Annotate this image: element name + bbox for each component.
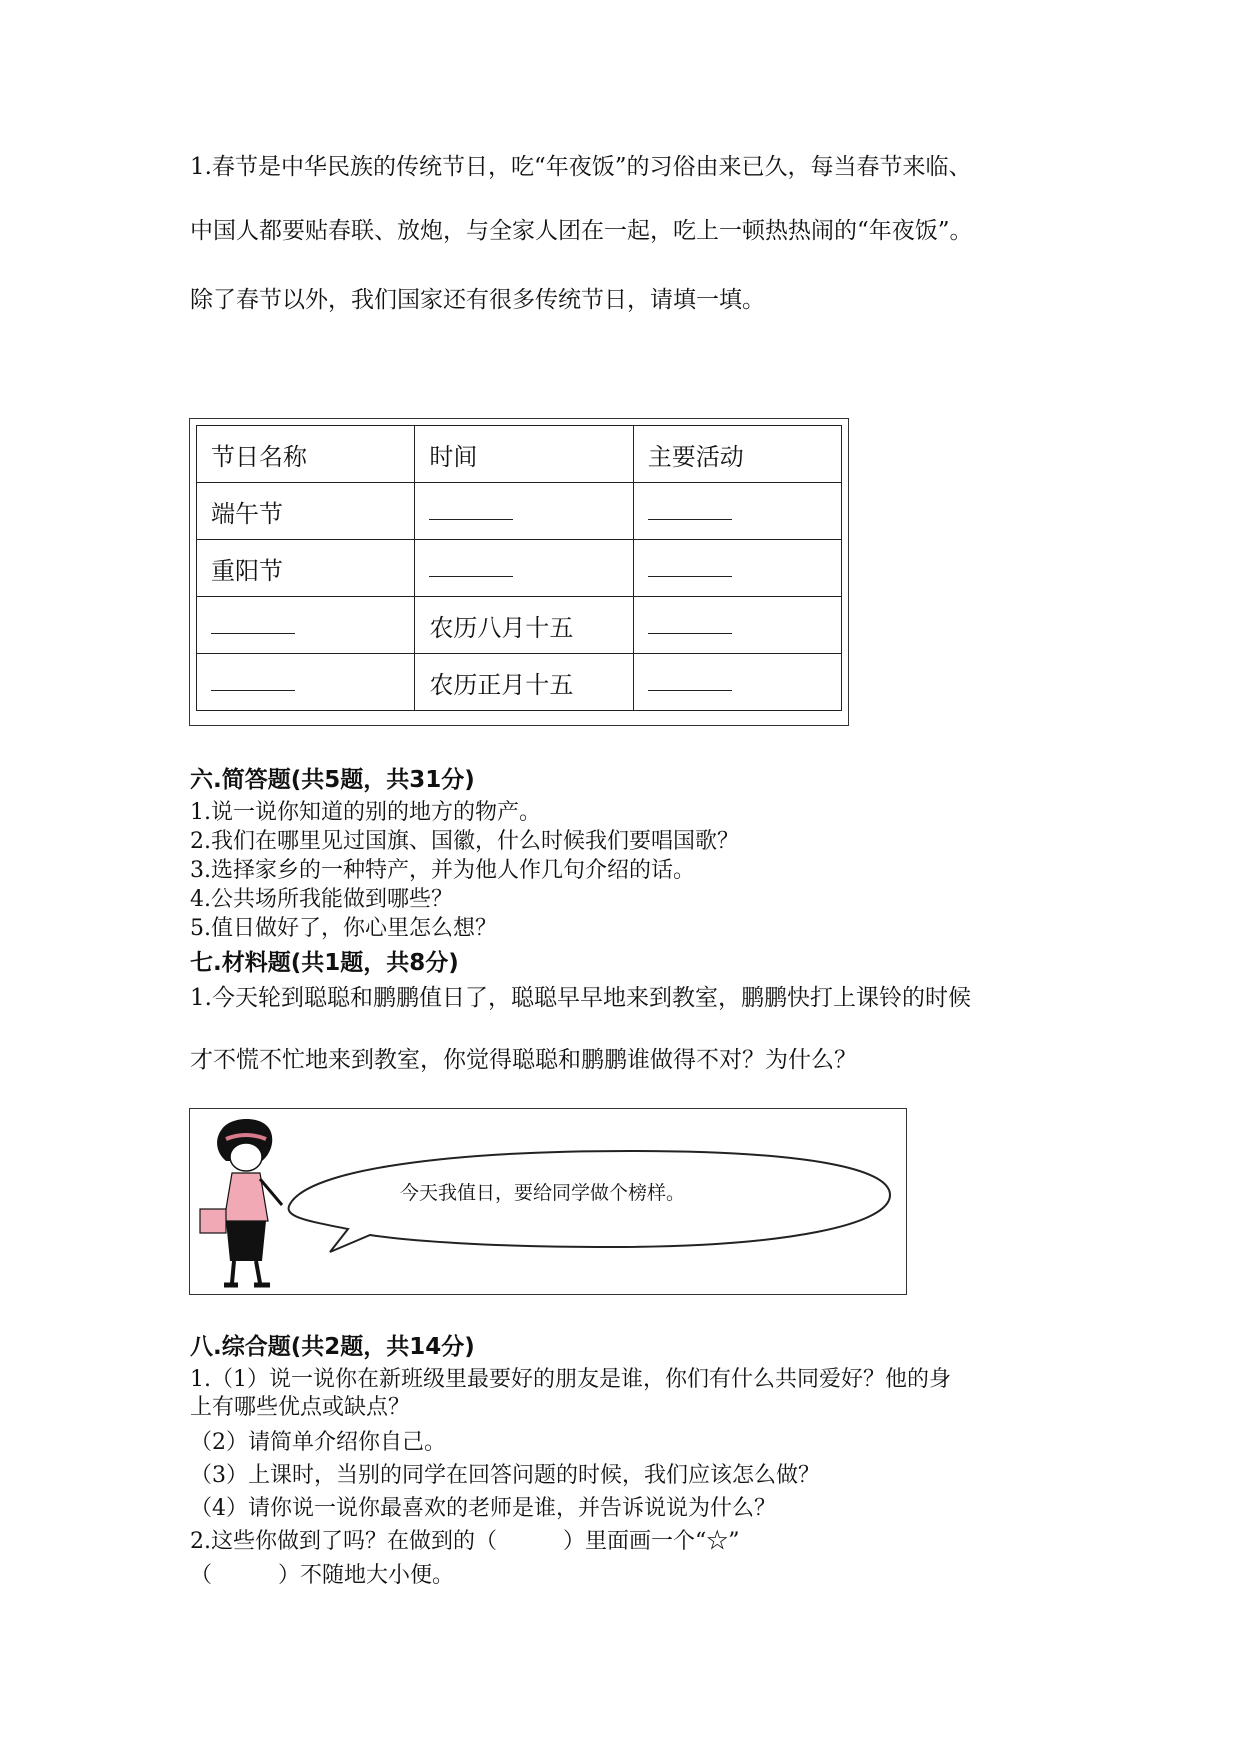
table-row: [197, 654, 842, 711]
s6-item-3: 3.选择家乡的一种特产，并为他人作几句介绍的话。: [190, 858, 695, 883]
bag-shape: [200, 1209, 226, 1233]
s8-line-2: 上有哪些优点或缺点？: [190, 1395, 411, 1420]
table-row: [197, 540, 842, 597]
cell-activity-blank[interactable]: [633, 540, 841, 597]
cell-activity-blank[interactable]: [633, 597, 841, 654]
cell-time-blank[interactable]: [415, 540, 633, 597]
festival-table: [196, 425, 842, 711]
table-header-row: [197, 426, 842, 483]
s6-item-5: 5.值日做好了，你心里怎么想？: [190, 916, 497, 941]
s6-item-2: 2.我们在哪里见过国旗、国徽，什么时候我们要唱国歌？: [190, 829, 739, 854]
fill-blank[interactable]: [429, 497, 513, 520]
s8-line-6: 2.这些你做到了吗？在做到的（ ）里面画一个“☆”: [190, 1529, 740, 1554]
legs-shape: [232, 1261, 260, 1283]
face-shape: [230, 1143, 262, 1171]
header-activity: 主要活动: [633, 426, 841, 483]
q5-line-3: 除了春节以外，我们国家还有很多传统节日，请填一填。: [190, 287, 765, 313]
s8-line-7: （ ）不随地大小便。: [190, 1563, 455, 1588]
s8-line-3: （2）请简单介绍你自己。: [190, 1430, 446, 1455]
cell-time: 农历正月十五: [415, 654, 633, 711]
cell-time-blank[interactable]: [415, 483, 633, 540]
q5-line-1: 1.春节是中华民族的传统节日，吃“年夜饭”的习俗由来已久，每当春节来临、: [190, 154, 972, 180]
cell-name-blank[interactable]: [197, 654, 415, 711]
s8-line-4: （3）上课时，当别的同学在回答问题的时候，我们应该怎么做？: [190, 1463, 820, 1488]
s6-item-1: 1.说一说你知道的别的地方的物产。: [190, 800, 541, 825]
fill-blank[interactable]: [429, 554, 513, 577]
section7-heading: 七.材料题(共1题，共8分): [190, 950, 459, 976]
cell-festival-name: 重阳节: [197, 540, 415, 597]
s6-item-4: 4.公共场所我能做到哪些？: [190, 887, 453, 912]
skirt-shape: [226, 1221, 266, 1261]
s8-line-1: 1.（1）说一说你在新班级里最要好的朋友是谁，你们有什么共同爱好？他的身: [190, 1367, 951, 1392]
fill-blank[interactable]: [211, 668, 295, 691]
fill-blank[interactable]: [211, 611, 295, 634]
table-row: [197, 597, 842, 654]
cell-festival-name: 端午节: [197, 483, 415, 540]
fill-blank[interactable]: [648, 497, 732, 520]
fill-blank[interactable]: [648, 554, 732, 577]
s7-line-2: 才不慌不忙地来到教室，你觉得聪聪和鹏鹏谁做得不对？为什么？: [190, 1047, 857, 1073]
cell-activity-blank[interactable]: [633, 654, 841, 711]
table-row: [197, 483, 842, 540]
header-time: 时间: [415, 426, 633, 483]
fill-blank[interactable]: [648, 611, 732, 634]
s7-line-1: 1.今天轮到聪聪和鹏鹏值日了，聪聪早早地来到教室，鹏鹏快打上课铃的时候: [190, 985, 971, 1011]
section8-heading: 八.综合题(共2题，共14分): [190, 1334, 475, 1360]
cell-name-blank[interactable]: [197, 597, 415, 654]
s8-line-5: （4）请你说一说你最喜欢的老师是谁，并告诉说说为什么？: [190, 1496, 776, 1521]
section6-heading: 六.简答题(共5题，共31分): [190, 767, 475, 793]
bubble-text: 今天我值日，要给同学做个榜样。: [400, 1182, 686, 1204]
header-festival-name: 节日名称: [197, 426, 415, 483]
q5-line-2: 中国人都要贴春联、放炮，与全家人团在一起，吃上一顿热热闹的“年夜饭”。: [190, 218, 973, 244]
cell-time: 农历八月十五: [415, 597, 633, 654]
cell-activity-blank[interactable]: [633, 483, 841, 540]
fill-blank[interactable]: [648, 668, 732, 691]
